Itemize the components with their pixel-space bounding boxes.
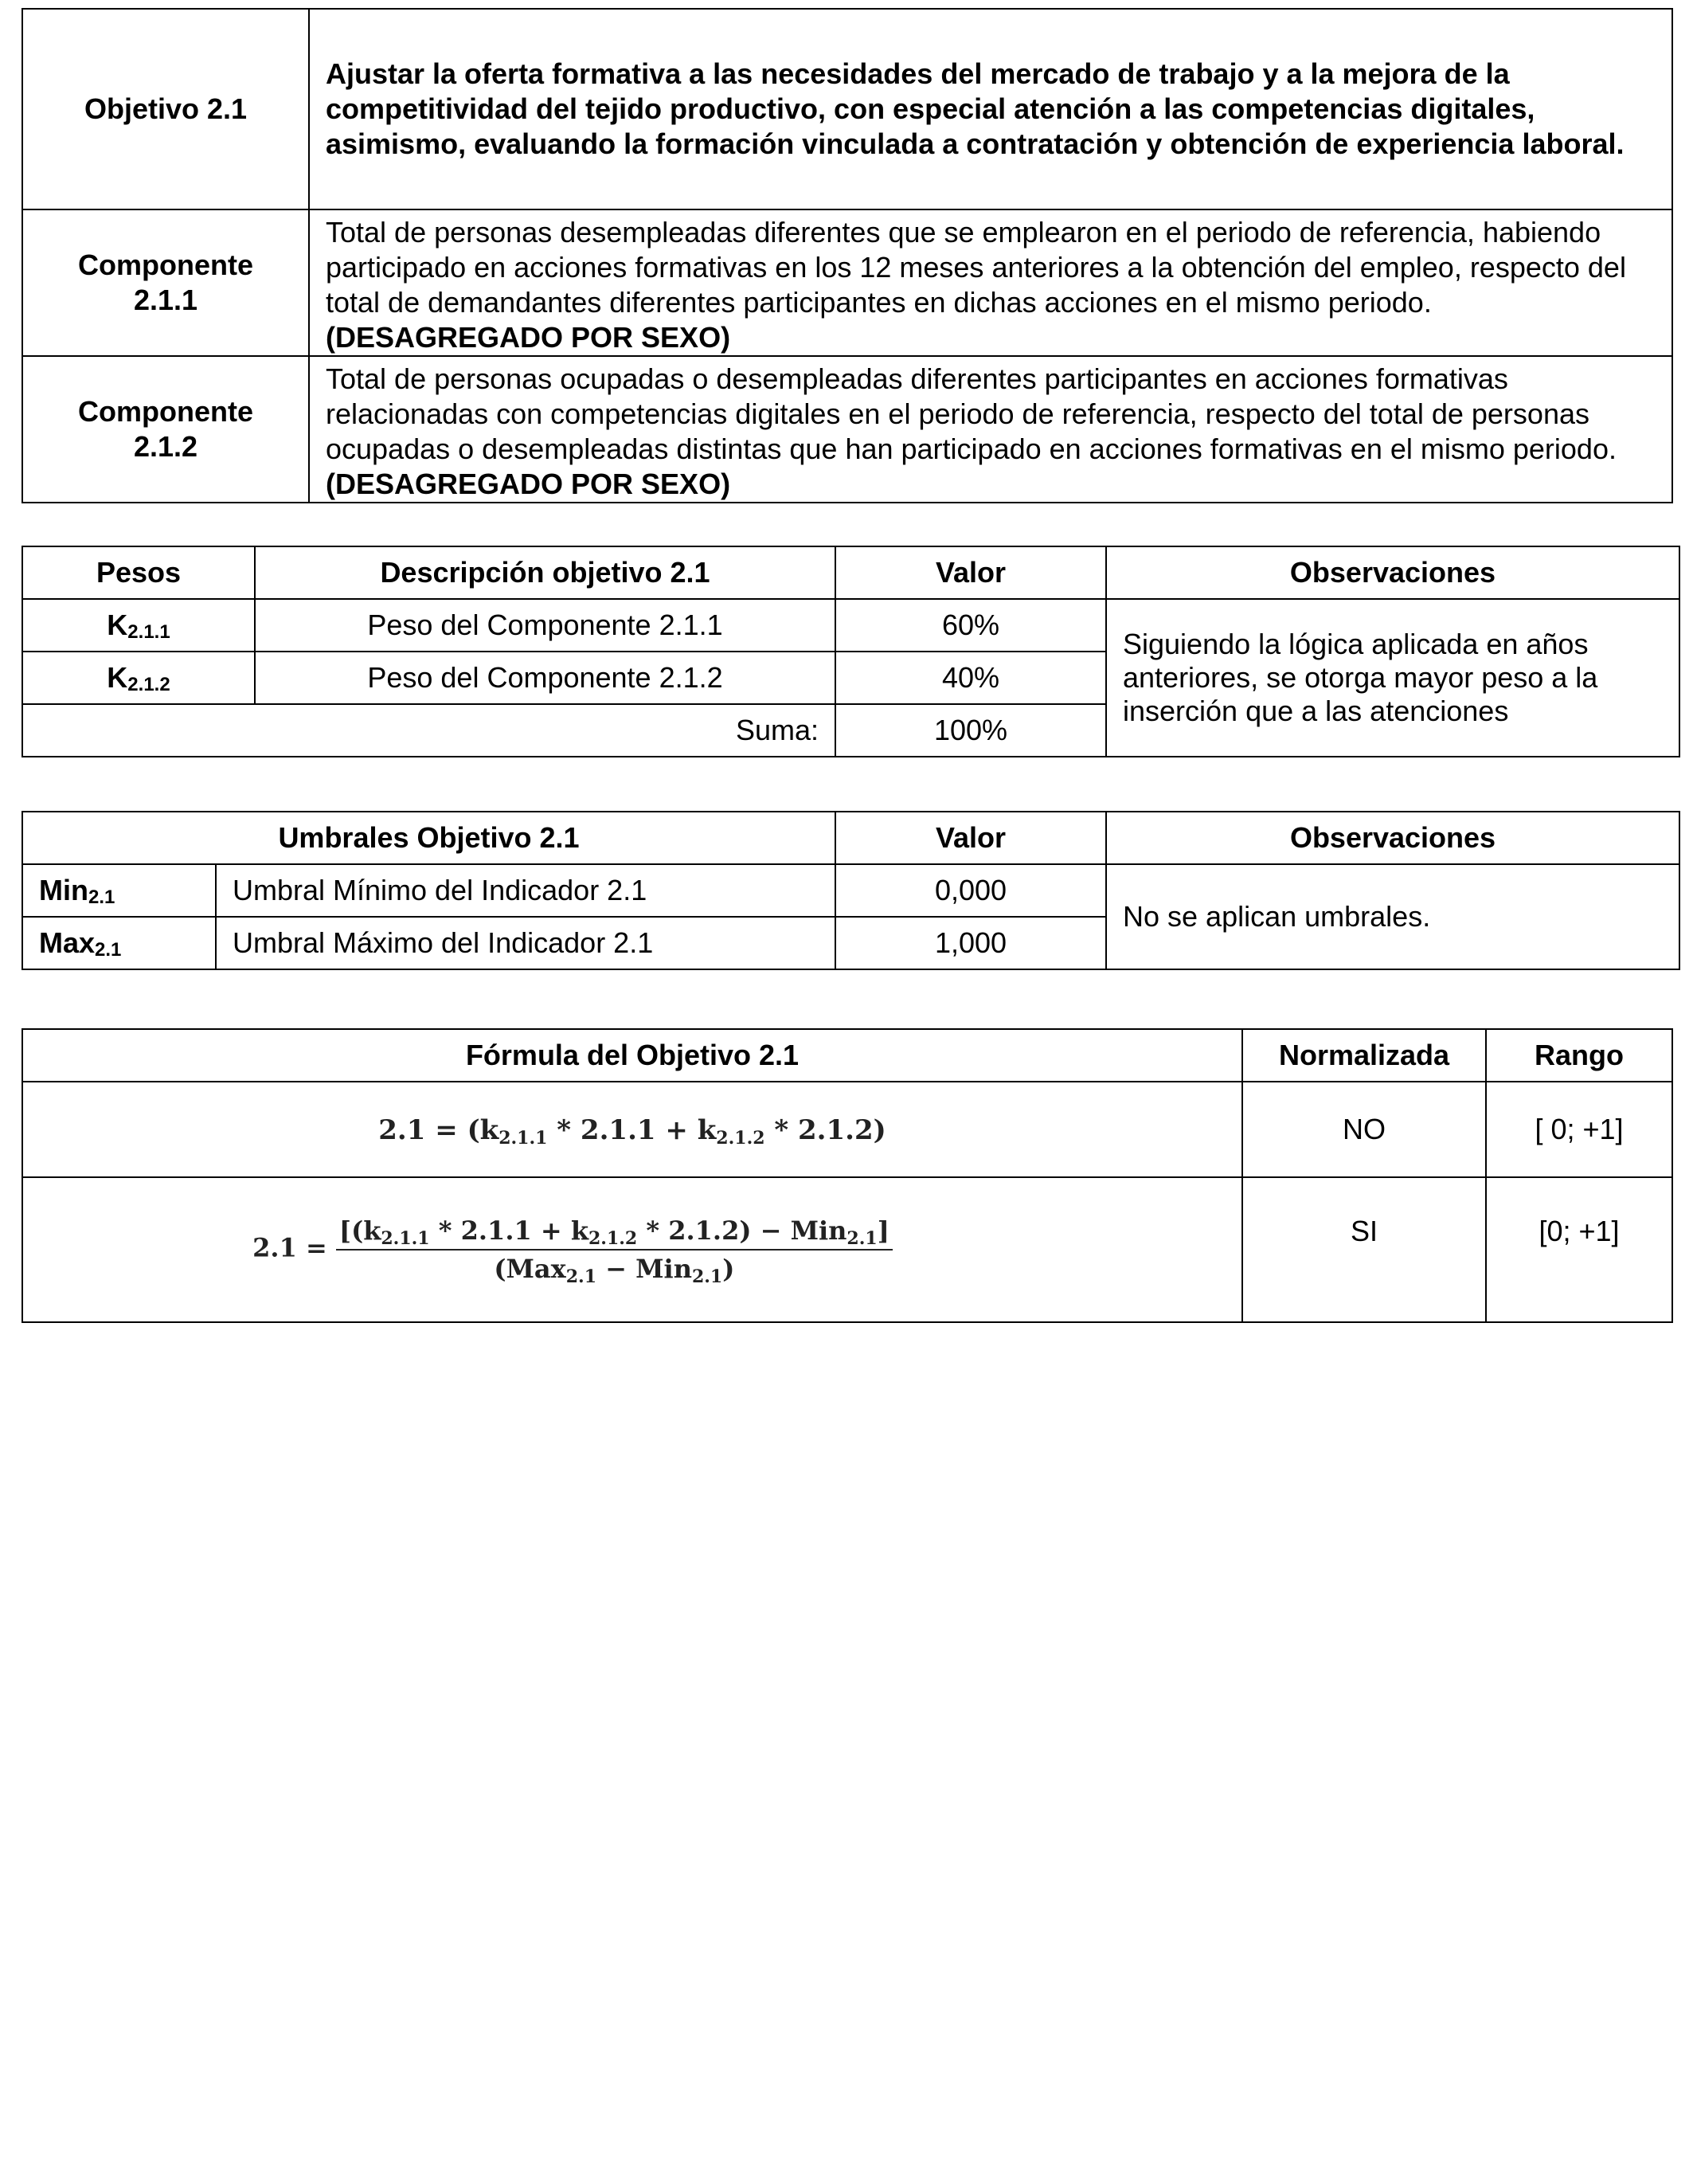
thresholds-observation: No se aplican umbrales. xyxy=(1106,864,1679,969)
weights-table xyxy=(22,546,1680,757)
objective-row xyxy=(22,9,1672,209)
formula-range: [ 0; +1] xyxy=(1486,1082,1672,1177)
component-2-1-2-row xyxy=(22,356,1672,503)
formula-row xyxy=(22,1082,1672,1177)
component-label-word: Componente xyxy=(78,395,253,428)
header-normalizada: Normalizada xyxy=(1242,1029,1486,1082)
formula-header-row xyxy=(22,1029,1672,1082)
weight-value: 40% xyxy=(835,652,1106,704)
weight-key xyxy=(22,599,255,652)
threshold-subscript: 2.1 xyxy=(88,887,115,908)
formula-table xyxy=(22,1028,1673,1323)
weights-header-row xyxy=(22,546,1679,599)
weight-key xyxy=(22,652,255,704)
component-label-number: 2.1.2 xyxy=(133,430,198,463)
weight-symbol: K xyxy=(107,661,128,694)
header-observaciones: Observaciones xyxy=(1106,812,1679,864)
thresholds-header-row xyxy=(22,812,1679,864)
threshold-value: 1,000 xyxy=(835,917,1106,969)
threshold-subscript: 2.1 xyxy=(95,939,122,961)
objective-description: Ajustar la oferta formativa a las necesidades del mercado de trabajo y a la mejora de la competitividad del tejido productivo, con especial atención a las competencias digitales, asimismo, evaluando la formación vinculada a contratación y obtención de experiencia laboral. xyxy=(309,9,1672,209)
weight-description: Peso del Componente 2.1.2 xyxy=(255,652,835,704)
component-2-1-1-label xyxy=(22,209,309,356)
objective-definition-table xyxy=(22,8,1673,503)
header-descripcion: Descripción objetivo 2.1 xyxy=(255,546,835,599)
header-observaciones: Observaciones xyxy=(1106,546,1679,599)
sum-value: 100% xyxy=(835,704,1106,757)
component-description-text: Total de personas ocupadas o desempleadas diferentes participantes en acciones formativas relacionadas con competencias digitales en el periodo de referencia, respecto del total de personas ocupadas o desempleadas distintas que han participado en acciones formativas en el mismo periodo. xyxy=(326,362,1617,465)
formula-normalized-flag: NO xyxy=(1242,1082,1486,1177)
component-label-word: Componente xyxy=(78,249,253,281)
weight-subscript: 2.1.2 xyxy=(127,674,170,695)
disaggregation-note: (DESAGREGADO POR SEXO) xyxy=(326,321,731,354)
header-valor: Valor xyxy=(835,812,1106,864)
component-description-text: Total de personas desempleadas diferentes que se emplearon en el periodo de referencia, habiendo participado en acciones formativas en los 12 meses anteriores a la obtención del empleo, respecto del total de demandantes diferentes participantes en dichas acciones en el mismo periodo. xyxy=(326,216,1626,319)
threshold-description: Umbral Mínimo del Indicador 2.1 xyxy=(216,864,835,917)
component-2-1-2-label xyxy=(22,356,309,503)
formula-expression: 2.1 = $\frac{[(k_{2.1.1} * 2.1.1 + k_{2.1.2} * 2.1.2) - Min_{2.1}]}{(Max_{2.1} - Min_{2.1})}$ xyxy=(252,1214,893,1286)
threshold-symbol: Max xyxy=(39,926,96,959)
weight-row xyxy=(22,599,1679,652)
sum-label: Suma: xyxy=(22,704,835,757)
component-2-1-2-description xyxy=(309,356,1672,503)
header-formula: Fórmula del Objetivo 2.1 xyxy=(22,1029,1242,1082)
component-2-1-1-row xyxy=(22,209,1672,356)
objective-label: Objetivo 2.1 xyxy=(22,9,309,209)
weight-value: 60% xyxy=(835,599,1106,652)
weight-subscript: 2.1.1 xyxy=(127,621,170,643)
thresholds-table xyxy=(22,811,1680,970)
threshold-symbol: Min xyxy=(39,874,88,906)
formula-fraction: $\frac{[(k_{2.1.1} * 2.1.1 + k_{2.1.2} * 2.1.2) - Min_{2.1}]}{(Max_{2.1} - Min_{2.1})}$ xyxy=(336,1214,893,1286)
header-pesos: Pesos xyxy=(22,546,255,599)
threshold-description: Umbral Máximo del Indicador 2.1 xyxy=(216,917,835,969)
threshold-value: 0,000 xyxy=(835,864,1106,917)
weight-symbol: K xyxy=(107,609,128,641)
component-2-1-1-description xyxy=(309,209,1672,356)
weight-description: Peso del Componente 2.1.1 xyxy=(255,599,835,652)
formula-unnormalized xyxy=(22,1082,1242,1177)
disaggregation-note: (DESAGREGADO POR SEXO) xyxy=(326,468,731,500)
threshold-row xyxy=(22,864,1679,917)
header-valor: Valor xyxy=(835,546,1106,599)
header-umbrales: Umbrales Objetivo 2.1 xyxy=(22,812,835,864)
formula-range: [0; +1] xyxy=(1486,1177,1672,1322)
threshold-key xyxy=(22,917,216,969)
weights-observation: Siguiendo la lógica aplicada en años anteriores, se otorga mayor peso a la inserción que a las atenciones xyxy=(1106,599,1679,757)
threshold-key xyxy=(22,864,216,917)
formula-expression: $2.1 = (k_{2.1.1} * 2.1.1 + k_{2.1.2} * 2.1.2)$ xyxy=(378,1114,886,1149)
formula-normalized-flag: SI xyxy=(1242,1177,1486,1322)
formula-normalized xyxy=(22,1177,1242,1322)
header-rango: Rango xyxy=(1486,1029,1672,1082)
component-label-number: 2.1.1 xyxy=(133,284,198,316)
formula-row xyxy=(22,1177,1672,1322)
